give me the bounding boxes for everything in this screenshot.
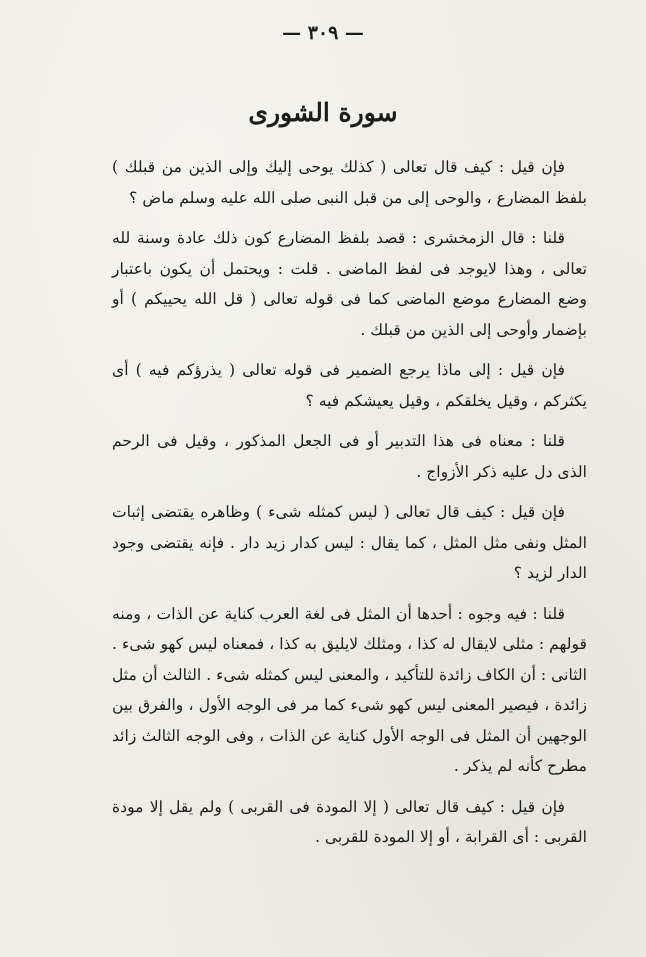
paragraph-answer-yadhra: قلنا : معناه فى هذا التدبير أو فى الجعل المذكور ، وقيل فى الرحم الذى دل عليه ذكر الأزواج .: [112, 432, 587, 481]
page-number: — ٣٠٩ —: [282, 22, 364, 44]
paragraph-answer-wahy: قلنا : قال الزمخشرى : قصد بلفظ المضارع كون ذلك عادة وسنة لله تعالى ، وهذا لايوجد فى لفظ الماضى . قلت : ويحتمل أن يكون باعتبار وضع المضارع موضع الماضى كما فى قوله تعالى ( قل الله يحييكم ) أو بإضمار وأوحى إلى الذين من قبلك .: [112, 229, 587, 339]
paragraph-question-mawadda: فإن قيل : كيف قال تعالى ( إلا المودة فى القربى ) ولم يقل إلا مودة القربى : أى القرابة ، أو إلا المودة للقربى .: [112, 797, 587, 846]
paragraph-answer-mithl: قلنا : فيه وجوه : أحدها أن المثل فى لغة العرب كناية عن الذات ، ومنه قولهم : مثلى لايقال له كذا ، ومثلك لايليق به كذا ، فمعناه ليس كهو شىء . الثانى : أن الكاف زائدة للتأكيد ، والمعنى ليس كمثله شىء . الثالث أن مثل زائدة ، فيصير المعنى ليس كهو شىء كما مر فى الوجه الأول ، والفرق بين الوجهين أن المثل فى الوجه الأول كناية عن الذات ، وفى الوجه الثالث زائد مطرح كأنه لم يذكر .: [112, 604, 587, 775]
body-text: [112, 152, 587, 863]
paragraph-question-yadhra: فإن قيل : إلى ماذا يرجع الضمير فى قوله تعالى ( يذرؤكم فيه ) أى يكثركم ، وقيل يخلقكم ، وقيل يعيشكم فيه ؟: [112, 361, 587, 410]
paragraph-question-wahy: فإن قيل : كيف قال تعالى ( كذلك يوحى إليك وإلى الذين من قبلك ) بلفظ المضارع ، والوحى إلى من قبل النبى صلى الله عليه وسلم ماض ؟: [112, 158, 587, 207]
surah-title: سورة الشورى: [248, 98, 398, 127]
paragraph-question-mithl: فإن قيل : كيف قال تعالى ( ليس كمثله شىء ) وظاهره يقتضى إثبات المثل ونفى مثل المثل ، كما يقال : ليس كدار زيد دار . فإنه يقتضى وجود الدار لزيد ؟: [112, 503, 587, 582]
